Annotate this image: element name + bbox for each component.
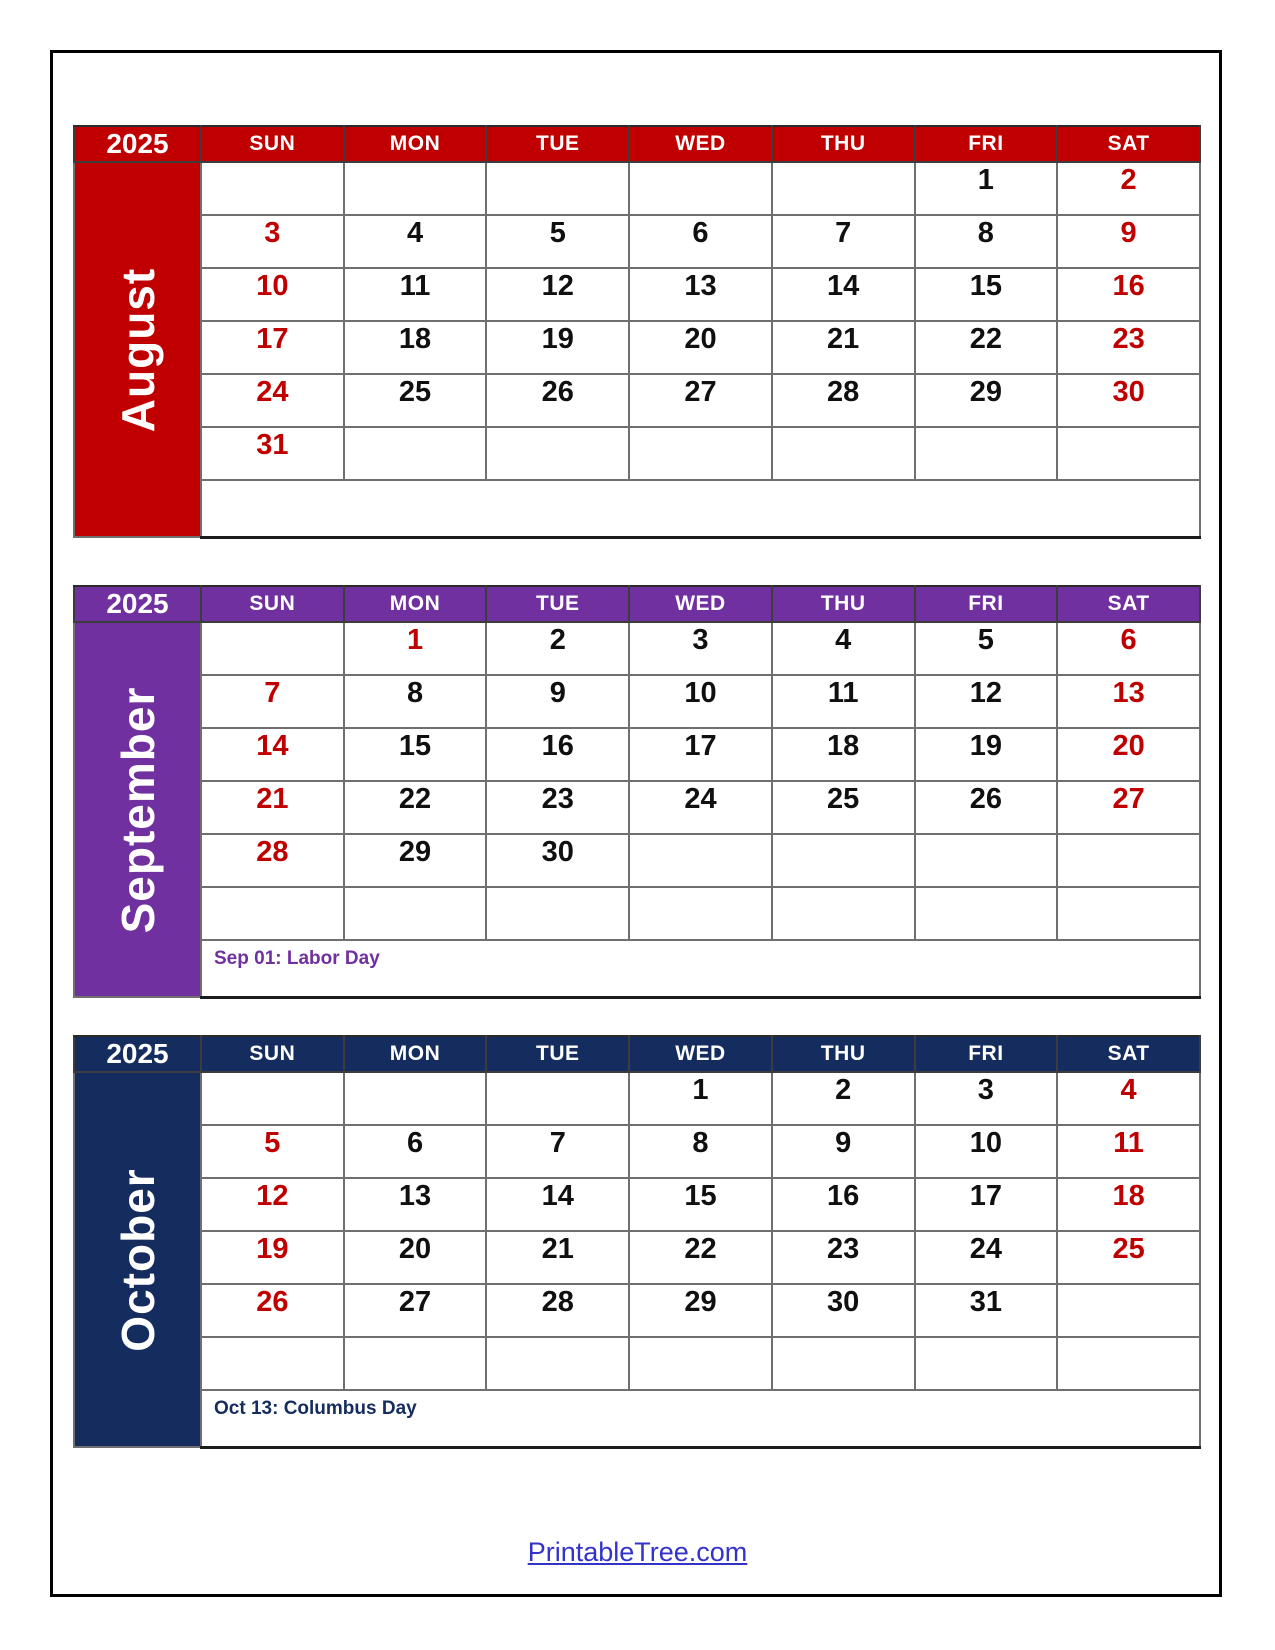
date-cell-31: 31 <box>915 1284 1058 1337</box>
date-cell-29: 29 <box>344 834 487 887</box>
date-cell-6: 6 <box>1057 622 1200 675</box>
date-cell-5: 5 <box>915 622 1058 675</box>
day-header-thu: THU <box>772 1036 915 1072</box>
date-cell-7: 7 <box>486 1125 629 1178</box>
empty-date-cell <box>1057 1284 1200 1337</box>
footer-link[interactable]: PrintableTree.com <box>527 1537 748 1567</box>
date-cell-6: 6 <box>344 1125 487 1178</box>
date-cell-24: 24 <box>629 781 772 834</box>
date-cell-19: 19 <box>915 728 1058 781</box>
date-cell-13: 13 <box>344 1178 487 1231</box>
empty-date-cell <box>915 427 1058 480</box>
calendar-september <box>73 585 1201 999</box>
date-cell-17: 17 <box>201 321 344 374</box>
day-header-mon: MON <box>344 586 487 622</box>
date-cell-10: 10 <box>629 675 772 728</box>
date-cell-25: 25 <box>1057 1231 1200 1284</box>
day-header-thu: THU <box>772 586 915 622</box>
empty-date-cell <box>201 1337 344 1390</box>
date-cell-30: 30 <box>1057 374 1200 427</box>
date-cell-22: 22 <box>915 321 1058 374</box>
date-cell-30: 30 <box>772 1284 915 1337</box>
empty-date-cell <box>629 162 772 215</box>
holiday-note: Oct 13: Columbus Day <box>201 1390 1200 1447</box>
date-cell-20: 20 <box>629 321 772 374</box>
date-cell-21: 21 <box>486 1231 629 1284</box>
date-cell-29: 29 <box>629 1284 772 1337</box>
month-name-label: October <box>111 1167 164 1352</box>
month-name-label: August <box>111 267 164 432</box>
date-cell-8: 8 <box>344 675 487 728</box>
year-label: 2025 <box>74 126 201 162</box>
empty-date-cell <box>201 1072 344 1125</box>
date-cell-17: 17 <box>629 728 772 781</box>
date-cell-18: 18 <box>344 321 487 374</box>
empty-date-cell <box>772 1337 915 1390</box>
day-header-wed: WED <box>629 126 772 162</box>
holiday-note: Sep 01: Labor Day <box>201 940 1200 997</box>
empty-date-cell <box>629 887 772 940</box>
date-cell-22: 22 <box>629 1231 772 1284</box>
date-cell-2: 2 <box>486 622 629 675</box>
empty-date-cell <box>486 427 629 480</box>
date-cell-2: 2 <box>772 1072 915 1125</box>
date-cell-26: 26 <box>486 374 629 427</box>
date-cell-5: 5 <box>486 215 629 268</box>
date-cell-1: 1 <box>344 622 487 675</box>
day-header-sat: SAT <box>1057 126 1200 162</box>
date-cell-10: 10 <box>915 1125 1058 1178</box>
date-cell-11: 11 <box>344 268 487 321</box>
empty-date-cell <box>629 1337 772 1390</box>
empty-date-cell <box>915 1337 1058 1390</box>
empty-date-cell <box>1057 1337 1200 1390</box>
date-cell-5: 5 <box>201 1125 344 1178</box>
date-cell-27: 27 <box>1057 781 1200 834</box>
date-cell-16: 16 <box>1057 268 1200 321</box>
date-cell-1: 1 <box>915 162 1058 215</box>
date-cell-27: 27 <box>344 1284 487 1337</box>
date-cell-14: 14 <box>486 1178 629 1231</box>
day-header-sun: SUN <box>201 1036 344 1072</box>
date-cell-4: 4 <box>1057 1072 1200 1125</box>
empty-date-cell <box>629 427 772 480</box>
empty-date-cell <box>772 162 915 215</box>
date-cell-14: 14 <box>772 268 915 321</box>
date-cell-16: 16 <box>772 1178 915 1231</box>
date-cell-21: 21 <box>201 781 344 834</box>
date-cell-19: 19 <box>201 1231 344 1284</box>
day-header-sun: SUN <box>201 126 344 162</box>
day-header-mon: MON <box>344 126 487 162</box>
calendar-october <box>73 1035 1201 1449</box>
date-cell-3: 3 <box>629 622 772 675</box>
date-cell-8: 8 <box>629 1125 772 1178</box>
date-cell-15: 15 <box>344 728 487 781</box>
empty-date-cell <box>344 1072 487 1125</box>
date-cell-13: 13 <box>629 268 772 321</box>
date-cell-27: 27 <box>629 374 772 427</box>
month-name-label: September <box>111 686 164 933</box>
empty-date-cell <box>1057 427 1200 480</box>
month-name-block <box>74 162 201 537</box>
date-cell-18: 18 <box>772 728 915 781</box>
date-cell-7: 7 <box>201 675 344 728</box>
date-cell-12: 12 <box>486 268 629 321</box>
date-cell-13: 13 <box>1057 675 1200 728</box>
date-cell-26: 26 <box>201 1284 344 1337</box>
date-cell-12: 12 <box>915 675 1058 728</box>
date-cell-23: 23 <box>486 781 629 834</box>
date-cell-2: 2 <box>1057 162 1200 215</box>
day-header-tue: TUE <box>486 586 629 622</box>
date-cell-9: 9 <box>486 675 629 728</box>
empty-date-cell <box>772 887 915 940</box>
month-name-block <box>74 1072 201 1447</box>
date-cell-10: 10 <box>201 268 344 321</box>
empty-date-cell <box>201 622 344 675</box>
empty-date-cell <box>629 834 772 887</box>
date-cell-22: 22 <box>344 781 487 834</box>
date-cell-31: 31 <box>201 427 344 480</box>
date-cell-21: 21 <box>772 321 915 374</box>
empty-date-cell <box>344 427 487 480</box>
empty-date-cell <box>772 834 915 887</box>
empty-date-cell <box>201 887 344 940</box>
holiday-note <box>201 480 1200 537</box>
date-cell-23: 23 <box>772 1231 915 1284</box>
day-header-tue: TUE <box>486 1036 629 1072</box>
date-cell-28: 28 <box>486 1284 629 1337</box>
date-cell-16: 16 <box>486 728 629 781</box>
date-cell-29: 29 <box>915 374 1058 427</box>
empty-date-cell <box>1057 887 1200 940</box>
date-cell-9: 9 <box>772 1125 915 1178</box>
day-header-wed: WED <box>629 586 772 622</box>
date-cell-18: 18 <box>1057 1178 1200 1231</box>
date-cell-4: 4 <box>344 215 487 268</box>
date-cell-23: 23 <box>1057 321 1200 374</box>
date-cell-12: 12 <box>201 1178 344 1231</box>
date-cell-25: 25 <box>772 781 915 834</box>
date-cell-9: 9 <box>1057 215 1200 268</box>
empty-date-cell <box>915 887 1058 940</box>
date-cell-20: 20 <box>344 1231 487 1284</box>
date-cell-26: 26 <box>915 781 1058 834</box>
empty-date-cell <box>486 887 629 940</box>
day-header-sun: SUN <box>201 586 344 622</box>
day-header-tue: TUE <box>486 126 629 162</box>
date-cell-8: 8 <box>915 215 1058 268</box>
day-header-mon: MON <box>344 1036 487 1072</box>
empty-date-cell <box>486 1072 629 1125</box>
date-cell-1: 1 <box>629 1072 772 1125</box>
date-cell-28: 28 <box>201 834 344 887</box>
date-cell-4: 4 <box>772 622 915 675</box>
date-cell-14: 14 <box>201 728 344 781</box>
date-cell-11: 11 <box>772 675 915 728</box>
date-cell-25: 25 <box>344 374 487 427</box>
empty-date-cell <box>772 427 915 480</box>
empty-date-cell <box>344 1337 487 1390</box>
date-cell-20: 20 <box>1057 728 1200 781</box>
empty-date-cell <box>1057 834 1200 887</box>
empty-date-cell <box>201 162 344 215</box>
day-header-sat: SAT <box>1057 1036 1200 1072</box>
date-cell-19: 19 <box>486 321 629 374</box>
date-cell-3: 3 <box>915 1072 1058 1125</box>
date-cell-28: 28 <box>772 374 915 427</box>
day-header-wed: WED <box>629 1036 772 1072</box>
date-cell-7: 7 <box>772 215 915 268</box>
year-label: 2025 <box>74 1036 201 1072</box>
day-header-fri: FRI <box>915 1036 1058 1072</box>
date-cell-3: 3 <box>201 215 344 268</box>
empty-date-cell <box>344 887 487 940</box>
day-header-fri: FRI <box>915 126 1058 162</box>
empty-date-cell <box>486 162 629 215</box>
empty-date-cell <box>486 1337 629 1390</box>
date-cell-15: 15 <box>629 1178 772 1231</box>
empty-date-cell <box>344 162 487 215</box>
date-cell-17: 17 <box>915 1178 1058 1231</box>
day-header-fri: FRI <box>915 586 1058 622</box>
date-cell-24: 24 <box>915 1231 1058 1284</box>
day-header-thu: THU <box>772 126 915 162</box>
calendar-august <box>73 125 1201 539</box>
date-cell-30: 30 <box>486 834 629 887</box>
empty-date-cell <box>915 834 1058 887</box>
date-cell-11: 11 <box>1057 1125 1200 1178</box>
date-cell-15: 15 <box>915 268 1058 321</box>
footer <box>0 1537 1275 1568</box>
year-label: 2025 <box>74 586 201 622</box>
month-name-block <box>74 622 201 997</box>
date-cell-24: 24 <box>201 374 344 427</box>
date-cell-6: 6 <box>629 215 772 268</box>
day-header-sat: SAT <box>1057 586 1200 622</box>
